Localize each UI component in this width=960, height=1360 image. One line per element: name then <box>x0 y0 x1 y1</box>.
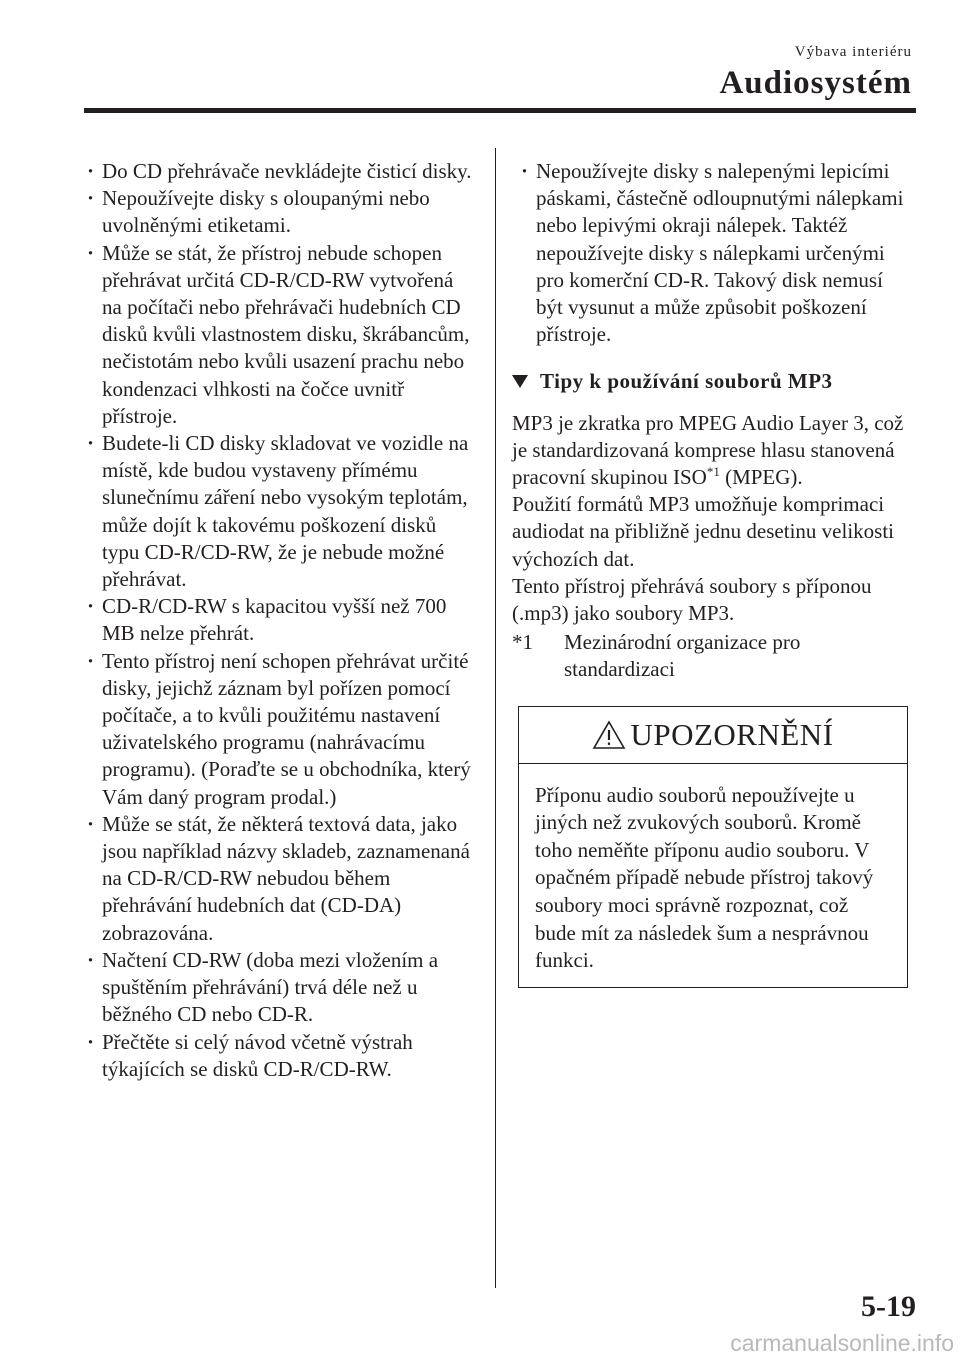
list-item: · Nepoužívejte disky s oloupanými nebo uvolněnými etiketami. <box>84 185 476 239</box>
page-title: Audiosystém <box>719 65 912 101</box>
list-item: · Načtení CD-RW (doba mezi vložením a spuštěním přehrávání) trvá déle než u běžného CD nebo CD-R. <box>84 947 476 1029</box>
caution-title: UPOZORNĚNÍ <box>630 717 834 753</box>
page-header <box>719 44 912 101</box>
caution-text: Příponu audio souborů nepoužívejte u jiných než zvukových souborů. Kromě toho neměňte příponu audio souboru. V opačném případě nebude přístroj takový soubory moci správně rozpoznat, což bude mít za následek šum a nesprávnou funkci. <box>535 782 874 973</box>
footnote-mark: *1 <box>512 630 533 655</box>
paragraph <box>512 410 914 492</box>
watermark: carmanualsonline.info <box>730 1330 954 1356</box>
list-item: · Může se stát, že přístroj nebude schopen přehrávat určitá CD-R/CD-RW vytvořená na počítači nebo přehrávači hudebních CD disků kvůli vlastnostem disku, škrábancům, nečistotám nebo kvůli usazení prachu nebo kondenzaci vlhkosti na čočce uvnitř přístroje. <box>84 240 476 430</box>
triangle-down-icon <box>512 375 528 388</box>
right-column <box>512 158 914 988</box>
footnote-text: Mezinárodní organizace pro standardizaci <box>564 630 801 682</box>
list-item: · Budete-li CD disky skladovat ve vozidle na místě, kde budou vystaveny přímému slunečnímu záření nebo vysokým teplotám, může dojít k takovému poškození disků typu CD-R/CD-RW, že je nebude možné přehrávat. <box>84 430 476 593</box>
footnote <box>512 629 914 683</box>
list-item: · CD-R/CD-RW s kapacitou vyšší než 700 MB nelze přehrát. <box>84 593 476 647</box>
page-number: 5-19 <box>861 1290 916 1323</box>
list-item: · Nepoužívejte disky s nalepenými lepicími páskami, částečně odloupnutými nálepkami nebo lepivými okraji nálepek. Taktéž nepoužívejte disky s nálepkami určenými pro komerční CD-R. Takový disk nemusí být vysunut a může způsobit poškození přístroje. <box>512 158 914 348</box>
left-column <box>84 158 476 1083</box>
subheading-text: Tipy k používání souborů MP3 <box>540 369 833 394</box>
subheading <box>512 368 914 395</box>
footnote-ref: *1 <box>706 464 720 480</box>
body-text <box>512 410 914 684</box>
paragraph: Použití formátů MP3 umožňuje komprimaci audiodat na přibližně jednu desetinu velikosti výchozích dat. <box>512 492 894 571</box>
list-item: · Může se stát, že některá textová data, jako jsou například názvy skladeb, zaznamenaná na CD-R/CD-RW nebudou během přehrávání hudebních dat (CD-DA) zobrazována. <box>84 811 476 947</box>
paragraph: Tento přístroj přehrává soubory s příponou (.mp3) jako soubory MP3. <box>512 573 872 626</box>
list-item: · Přečtěte si celý návod včetně výstrah týkajících se disků CD-R/CD-RW. <box>84 1029 476 1083</box>
caution-header <box>519 707 907 764</box>
list-item: · Do CD přehrávače nevkládejte čisticí disky. <box>84 158 476 185</box>
section-name: Výbava interiéru <box>794 44 912 60</box>
bullet-list <box>512 158 914 348</box>
caution-box <box>518 706 908 988</box>
paragraph-text: (MPEG). <box>719 465 803 490</box>
header-rule <box>84 108 916 113</box>
warning-icon <box>592 720 626 750</box>
column-divider <box>495 148 496 1288</box>
bullet-list <box>84 158 476 1083</box>
list-item: · Tento přístroj není schopen přehrávat určité disky, jejichž záznam byl pořízen pomocí počítače, a to kvůli použitému nastavení uživatelského programu (nahrávacímu programu). (Poraďte se u obchodníka, který Vám daný program prodal.) <box>84 648 476 811</box>
paragraph-text: MP3 je zkratka pro MPEG Audio Layer 3, což je standardizovaná komprese hlasu stanovená pracovní skupinou ISO <box>512 410 904 490</box>
